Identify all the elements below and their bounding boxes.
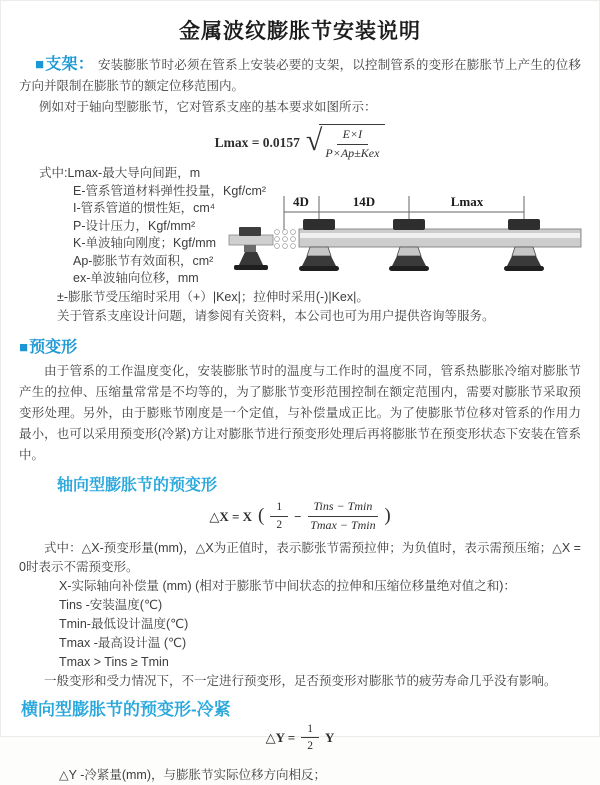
definition-line: 式中:Lmax-最大导向间距，m (39, 166, 201, 180)
support-intro-text: 安装膨胀节时必须在管系上安装必要的支架，以控制管系的变形在膨胀节上产生的位移方向并限制在膨胀节的额定位移范围内。 (19, 58, 581, 93)
section-heading-support (35, 56, 94, 73)
lateral-formula-lhs: △Y = (265, 729, 296, 745)
axial-note: Tmax > Tins ≥ Tmin (59, 654, 169, 669)
lateral-note: △Y -冷紧量(mm)，与膨胀节实际位移方向相反； (59, 768, 327, 783)
predeform-paragraph: 由于管系的工作温度变化，安装膨胀节时的温度与工作时的温度不同，管系热膨胀冷缩对膨胀节产生的拉伸、压缩量常常是不均等的，为了膨胀节变形范围控制在额定范围内，需要对膨胀节采取预变形处理。另外，由于膨账节刚度是一个定值，与补偿量成正比。为了使膨胀节位移对管系的作用力最小，也可以采用预变形(冷紧)方让对膨胀节进行预变形处理后再将膨胀节在预变形状态下安装在管系中。 (19, 363, 581, 462)
square-bullet-icon: ■ (19, 338, 29, 356)
close-paren: ) (384, 504, 391, 526)
fraction-denominator: 2 (276, 519, 283, 531)
diagram-label-lmax: Lmax (450, 194, 484, 209)
section-heading-predeform-label: 预变形 (29, 338, 78, 356)
sqrt-expression (306, 124, 385, 161)
definition-line: ex-单波轴向位移，mm (73, 271, 199, 285)
lmax-formula-denominator: P×Ap±Kex (325, 146, 380, 160)
one-half-fraction (270, 500, 288, 533)
support-example-line: 例如对于轴向型膨胀节，它对管系支座的基本要求如图所示： (39, 100, 377, 114)
subsection-heading-lateral: 横向型膨胀节的预变形-冷紧 (21, 699, 231, 719)
lmax-formula-lhs: Lmax = 0.0157 (214, 135, 300, 150)
definition-line: K-单波轴向刚度；Kgf/mm (73, 236, 217, 250)
diagram-label-4d: 4D (293, 194, 309, 209)
lmax-formula (19, 124, 581, 162)
anchor-support (234, 227, 268, 270)
lmax-formula-numerator: E×I (337, 127, 368, 145)
lmax-formula-fraction (319, 124, 385, 161)
axial-note: 一般变形和受力情况下，不一定进行预变形，足否预变形对膨胀节的疲劳寿命几乎没有影响。 (44, 673, 557, 688)
axial-note: Tmin-最低设计温度(℃) (59, 616, 189, 631)
axial-formula-lhs: △X = X (209, 508, 253, 524)
lateral-formula-rhs: Y (324, 729, 335, 745)
minus-sign: − (294, 508, 302, 524)
axial-note: 式中：△X-预变形量(mm)，△X为正值时，表示膨张节需预拉伸；为负值时，表示需预压缩；△X = 0时表示不需预变形。 (19, 540, 581, 574)
lateral-predeform-formula (19, 722, 581, 755)
definition-line: ±-膨胀节受压缩时采用（+）|Kex|；拉伸时采用(-)|Kex|。 (57, 289, 369, 304)
support-intro-paragraph (19, 55, 581, 96)
fraction-denominator: 2 (307, 740, 313, 753)
page-title: 金属波纹膨胀节安装说明 (179, 20, 421, 43)
pipe-stub (229, 235, 273, 245)
temperature-fraction (308, 499, 379, 533)
definition-line: 关于管系支座设计问题，请参阅有关资料，本公司也可为用户提供咨询等服务。 (57, 308, 495, 323)
definition-line: P-设计压力，Kgf/mm² (73, 218, 196, 233)
one-half-fraction (301, 722, 319, 755)
fraction-denominator: Tmax − Tmin (310, 518, 376, 532)
open-paren: ( (258, 504, 265, 526)
axial-note: X-实际轴向补偿量 (mm) (相对于膨胀节中间状态的拉伸和压缩位移量绝对值之和)： (59, 578, 516, 593)
definition-line: E-管系管道材料弹性投量，Kgf/cm² (73, 183, 267, 198)
section-heading-support-label: 支架： (45, 56, 94, 73)
definition-line: I-管系管道的惯性矩，cm⁴ (73, 201, 216, 215)
fraction-numerator: 1 (301, 722, 319, 739)
subsection-heading-axial: 轴向型膨胀节的预变形 (57, 476, 218, 494)
bellows-icon (275, 230, 296, 249)
definition-line: Ap-膨胀节有效面积，cm² (73, 253, 214, 268)
sqrt-radical-icon: √ (305, 124, 323, 158)
diagram-label-14d: 14D (352, 194, 376, 209)
axial-predeform-formula (19, 499, 581, 535)
section-heading-predeform (19, 334, 581, 357)
fraction-numerator: Tins − Tmin (308, 499, 379, 517)
axial-note: Tins -安装温度(℃) (59, 597, 163, 612)
fraction-numerator: 1 (270, 500, 288, 517)
square-bullet-icon: ■ (35, 56, 45, 73)
axial-note: Tmax -最高设计温 (℃) (59, 635, 187, 650)
pipe-support-spacing-diagram (229, 191, 581, 291)
symbol-definitions-block (19, 165, 581, 326)
